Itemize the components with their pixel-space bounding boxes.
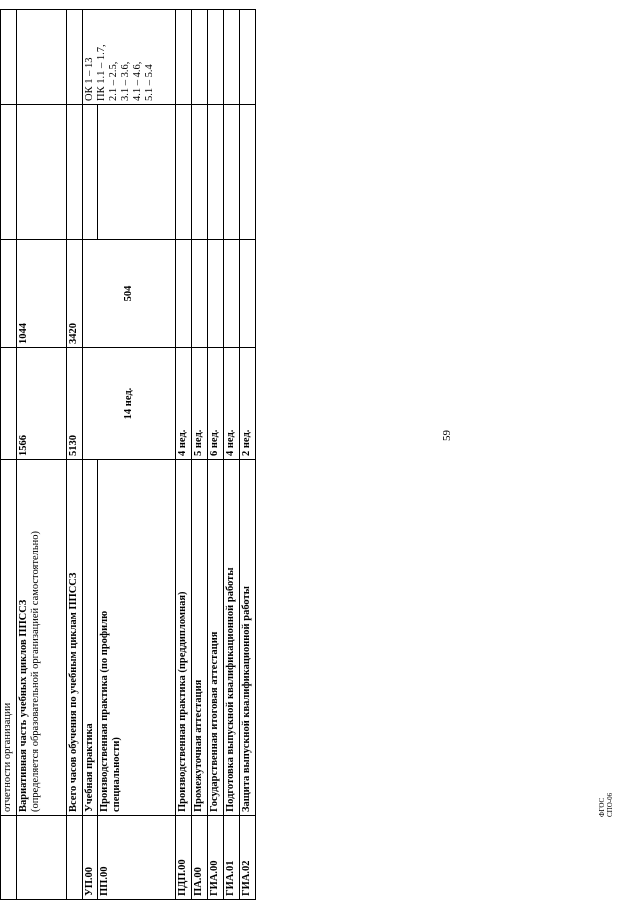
index-cell: ГИА.02 — [240, 816, 256, 900]
competences-cell — [83, 10, 176, 105]
competence-line: ПК 1.1 – 1.7, — [96, 44, 107, 101]
name-cell — [98, 460, 176, 816]
name-cell: Промежуточная аттестация — [192, 460, 208, 816]
page-number: 59 — [441, 430, 453, 441]
table-row — [1, 10, 17, 900]
rotated-table-container — [0, 9, 256, 900]
index-cell: ПА.00 — [192, 816, 208, 900]
name-cell: отчетности организации — [1, 460, 17, 816]
index-cell: УП.00 — [83, 816, 98, 900]
name-cell: Защита выпускной квалификационной работы — [240, 460, 256, 816]
row-title: Производственная практика (по профилю — [99, 610, 110, 812]
competence-line: 4.1 – 4.6, — [132, 61, 143, 101]
mandatory-cell: 3420 — [67, 240, 83, 348]
name-cell: Всего часов обучения по учебным циклам ППССЗ — [67, 460, 83, 816]
hours-cell: 504 — [83, 240, 176, 348]
index-cell: ПП.00 — [98, 816, 176, 900]
table-row — [17, 10, 67, 900]
weeks-cell: 14 нед. — [83, 348, 176, 460]
competence-line: 3.1 – 3.6, — [120, 61, 131, 101]
footer-standard-code: ФГОС СПО-06 — [598, 792, 614, 817]
competence-line: 5.1 – 5.4 — [144, 64, 155, 101]
name-cell: Подготовка выпускной квалификационной работы — [224, 460, 240, 816]
row-note: (определяется образовательной организацией самостоятельно) — [30, 530, 41, 812]
name-cell: Производственная практика (преддипломная) — [176, 460, 192, 816]
name-cell: Государственная итоговая аттестация — [208, 460, 224, 816]
index-cell: ПДП.00 — [176, 816, 192, 900]
row-title-continued: специальности) — [111, 737, 122, 812]
weeks-cell: 2 нед. — [240, 348, 256, 460]
max-load-cell: 1566 — [17, 348, 67, 460]
name-cell — [17, 460, 67, 816]
table-row — [224, 10, 240, 900]
competence-line: ОК 1 – 13 — [84, 57, 95, 101]
table-row — [67, 10, 83, 900]
index-cell: ГИА.01 — [224, 816, 240, 900]
weeks-cell: 4 нед. — [224, 348, 240, 460]
index-cell: ГИА.00 — [208, 816, 224, 900]
weeks-cell: 4 нед. — [176, 348, 192, 460]
curriculum-table — [0, 9, 256, 900]
table-row — [240, 10, 256, 900]
weeks-cell: 5 нед. — [192, 348, 208, 460]
competence-line: 2.1 – 2.5, — [108, 61, 119, 101]
name-cell: Учебная практика — [83, 460, 98, 816]
max-load-cell: 5130 — [67, 348, 83, 460]
table-row — [208, 10, 224, 900]
index-cell — [1, 816, 17, 900]
table-row — [192, 10, 208, 900]
weeks-cell: 6 нед. — [208, 348, 224, 460]
table-row — [83, 10, 98, 900]
row-title: Вариативная часть учебных циклов ППССЗ — [18, 599, 29, 812]
mandatory-cell: 1044 — [17, 240, 67, 348]
table-row — [176, 10, 192, 900]
